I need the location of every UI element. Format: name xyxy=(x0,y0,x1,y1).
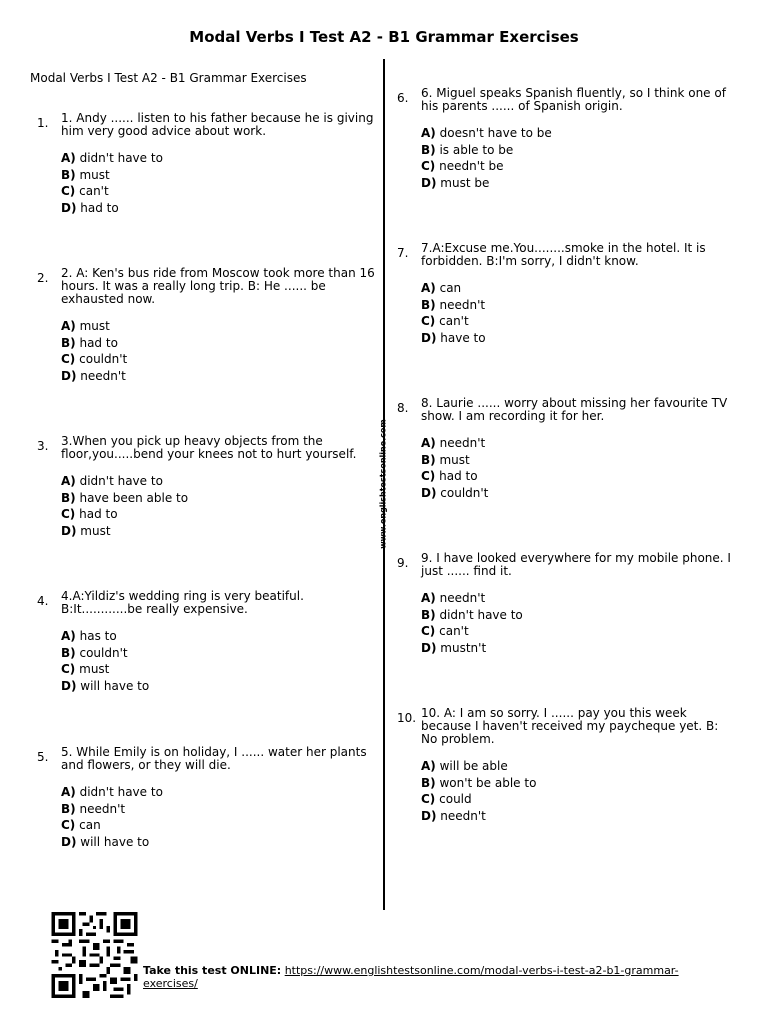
option-c[interactable]: C) must xyxy=(61,662,110,676)
option-d[interactable]: D) will have to xyxy=(61,834,150,849)
question-text: 4.A:Yildiz's wedding ring is very beatiful. B:It............be really expensive. xyxy=(61,589,304,616)
question-text: 3.When you pick up heavy objects from the floor,you.....bend your knees not to hurt yourself. xyxy=(61,434,357,461)
option-b[interactable]: B) have been able to xyxy=(61,490,189,505)
option-b[interactable]: B) must xyxy=(421,452,470,467)
question-3 xyxy=(37,434,376,539)
qr-code-icon[interactable] xyxy=(50,912,139,998)
option-c[interactable]: C) had to xyxy=(61,507,118,521)
option-d[interactable]: D) will have to xyxy=(61,678,150,693)
question-1 xyxy=(37,111,376,216)
question-7 xyxy=(397,241,736,346)
question-6 xyxy=(397,86,736,191)
option-a[interactable]: A) needn't xyxy=(421,591,486,605)
question-9 xyxy=(397,551,736,656)
option-d[interactable]: D) needn't xyxy=(421,808,486,823)
answer-options xyxy=(421,758,736,824)
option-d[interactable]: D) had to xyxy=(61,200,119,215)
answer-options xyxy=(61,784,376,850)
question-number: 2. xyxy=(37,271,49,285)
answer-options xyxy=(421,125,736,191)
option-c[interactable]: C) can't xyxy=(421,314,469,328)
option-c[interactable]: C) needn't be xyxy=(421,159,504,173)
option-a[interactable]: A) can xyxy=(421,281,462,295)
question-number: 5. xyxy=(37,750,49,764)
option-a[interactable]: A) didn't have to xyxy=(61,785,163,799)
answer-options xyxy=(421,280,736,346)
test-online-link[interactable]: https://www.englishtestsonline.com/modal-verbs-i-test-a2-b1-grammar-exercises/ xyxy=(143,964,679,990)
answer-options xyxy=(61,628,376,694)
option-b[interactable]: B) had to xyxy=(61,335,118,350)
option-d[interactable]: D) must xyxy=(61,523,111,538)
question-text: 2. A: Ken's bus ride from Moscow took more than 16 hours. It was a really long trip. B: He ...... be exhausted now. xyxy=(61,266,375,306)
question-text: 5. While Emily is on holiday, I ...... water her plants and flowers, or they will die. xyxy=(61,745,367,772)
question-number: 9. xyxy=(397,556,409,570)
answer-options xyxy=(421,590,736,656)
question-text: 6. Miguel speaks Spanish fluently, so I think one of his parents ...... of Spanish origin. xyxy=(421,86,726,113)
option-a[interactable]: A) didn't have to xyxy=(61,474,163,488)
question-text: 1. Andy ...... listen to his father because he is giving him very good advice about work. xyxy=(61,111,374,138)
question-text: 7.A:Excuse me.You........smoke in the hotel. It is forbidden. B:I'm sorry, I didn't know. xyxy=(421,241,706,268)
option-c[interactable]: C) couldn't xyxy=(61,352,128,366)
option-a[interactable]: A) needn't xyxy=(421,436,486,450)
question-number: 6. xyxy=(397,91,409,105)
option-b[interactable]: B) needn't xyxy=(61,801,126,816)
option-d[interactable]: D) couldn't xyxy=(421,485,489,500)
option-c[interactable]: C) can't xyxy=(421,624,469,638)
question-number: 1. xyxy=(37,116,49,130)
question-10 xyxy=(397,706,736,824)
option-d[interactable]: D) have to xyxy=(421,330,486,345)
option-d[interactable]: D) needn't xyxy=(61,368,126,383)
option-b[interactable]: B) couldn't xyxy=(61,645,128,660)
footer-label: Take this test ONLINE: xyxy=(143,964,282,977)
answer-options xyxy=(421,435,736,501)
question-number: 8. xyxy=(397,401,409,415)
question-number: 7. xyxy=(397,246,409,260)
question-text: 10. A: I am so sorry. I ...... pay you this week because I haven't received my paycheque yet. B: No problem. xyxy=(421,706,719,746)
option-b[interactable]: B) must xyxy=(61,167,110,182)
question-number: 4. xyxy=(37,594,49,608)
question-text: 8. Laurie ...... worry about missing her favourite TV show. I am recording it for her. xyxy=(421,396,728,423)
option-a[interactable]: A) has to xyxy=(61,629,117,643)
question-8 xyxy=(397,396,736,501)
option-c[interactable]: C) could xyxy=(421,792,472,806)
answer-options xyxy=(61,318,376,384)
option-b[interactable]: B) needn't xyxy=(421,297,486,312)
option-a[interactable]: A) didn't have to xyxy=(61,151,163,165)
site-watermark-vertical: www.englishtestsonline.com xyxy=(378,419,388,549)
question-4 xyxy=(37,589,376,694)
option-a[interactable]: A) doesn't have to be xyxy=(421,126,552,140)
question-5 xyxy=(37,745,376,850)
question-number: 10. xyxy=(397,711,417,725)
option-c[interactable]: C) had to xyxy=(421,469,478,483)
option-c[interactable]: C) can't xyxy=(61,184,109,198)
option-b[interactable]: B) won't be able to xyxy=(421,775,537,790)
question-number: 3. xyxy=(37,439,49,453)
option-a[interactable]: A) must xyxy=(61,319,110,333)
option-b[interactable]: B) is able to be xyxy=(421,142,514,157)
option-c[interactable]: C) can xyxy=(61,818,101,832)
option-d[interactable]: D) must be xyxy=(421,175,490,190)
option-a[interactable]: A) will be able xyxy=(421,759,508,773)
page-title: Modal Verbs I Test A2 - B1 Grammar Exercises xyxy=(189,28,579,46)
footer xyxy=(143,964,703,990)
answer-options xyxy=(61,473,376,539)
question-2 xyxy=(37,266,376,384)
question-text: 9. I have looked everywhere for my mobile phone. I just ...... find it. xyxy=(421,551,731,578)
answer-options xyxy=(61,150,376,216)
option-d[interactable]: D) mustn't xyxy=(421,640,487,655)
page-subtitle: Modal Verbs I Test A2 - B1 Grammar Exercises xyxy=(30,71,307,85)
option-b[interactable]: B) didn't have to xyxy=(421,607,523,622)
